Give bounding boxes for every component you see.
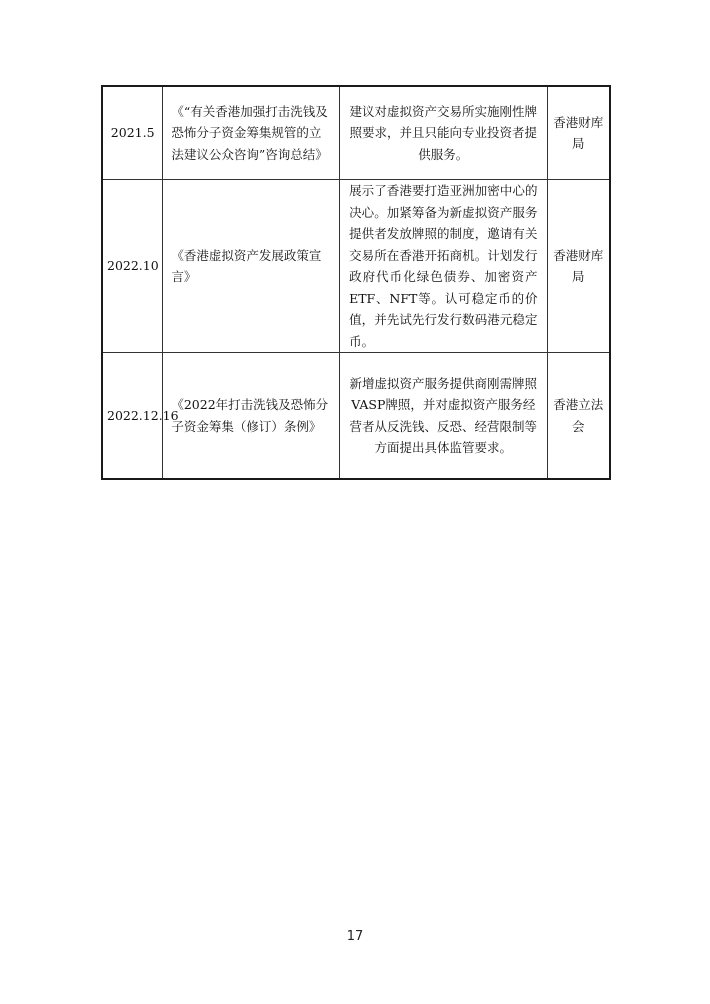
table-row: [102, 180, 610, 353]
date-cell: 2022.10: [102, 180, 163, 353]
agency-cell: 香港财库局: [547, 180, 610, 353]
table-row: [102, 353, 610, 480]
document-cell: 《2022年打击洗钱及恐怖分子资金筹集（修订）条例》: [163, 353, 340, 480]
content-cell: 新增虚拟资产服务提供商刚需牌照VASP牌照，并对虚拟资产服务经营者从反洗钱、反恐、经营限制等方面提出具体监管要求。: [340, 353, 547, 480]
agency-cell: 香港立法会: [547, 353, 610, 480]
agency-cell: 香港财库局: [547, 86, 610, 180]
date-cell: 2022.12.16: [102, 353, 163, 480]
content-cell: 建议对虚拟资产交易所实施刚性牌照要求，并且只能向专业投资者提供服务。: [340, 86, 547, 180]
table-row: [102, 86, 610, 180]
page-number: 17: [346, 929, 364, 944]
date-cell: 2021.5: [102, 86, 163, 180]
policy-table: [101, 85, 611, 480]
content-cell: 展示了香港要打造亚洲加密中心的决心。加紧筹备为新虚拟资产服务提供者发放牌照的制度，邀请有关交易所在香港开拓商机。计划发行政府代币化绿色债券、加密资产ETF、NFT等。认可稳定币的价值，并先试先行发行数码港元稳定币。: [340, 180, 547, 353]
document-cell: 《香港虚拟资产发展政策宣言》: [163, 180, 340, 353]
document-cell: 《“有关香港加强打击洗钱及恐怖分子资金筹集规管的立法建议公众咨询”咨询总结》: [163, 86, 340, 180]
